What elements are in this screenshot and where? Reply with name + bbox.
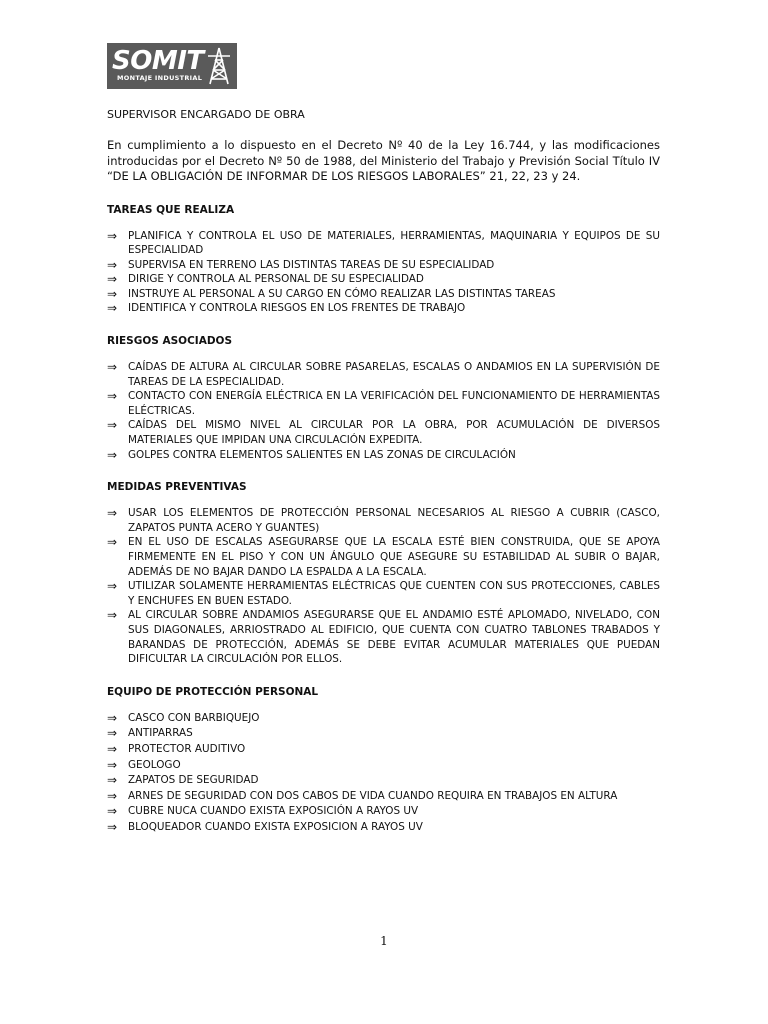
list-item [107,389,660,418]
list-item-text: IDENTIFICA Y CONTROLA RIESGOS EN LOS FRENTES DE TRABAJO [128,302,466,315]
document-title: SUPERVISOR ENCARGADO DE OBRA [107,108,305,121]
riesgos-list [107,360,660,462]
list-item [107,506,660,535]
list-item [107,789,660,805]
arrow-right-icon: ⇒ [107,741,118,756]
list-item-text: ZAPATOS DE SEGURIDAD [128,774,259,787]
arrow-right-icon: ⇒ [107,757,118,772]
list-item [107,229,660,258]
list-item-text: INSTRUYE AL PERSONAL A SU CARGO EN CÓMO REALIZAR LAS DISTINTAS TAREAS [128,287,556,300]
list-item [107,535,660,579]
arrow-right-icon: ⇒ [107,788,118,803]
tareas-list [107,229,660,317]
list-item-text: PROTECTOR AUDITIVO [128,742,246,755]
section-heading: MEDIDAS PREVENTIVAS [107,481,247,494]
arrow-right-icon: ⇒ [107,272,118,287]
list-item-text: EN EL USO DE ESCALAS ASEGURARSE QUE LA ESCALA ESTÉ BIEN CONSTRUIDA, QUE SE APOYA FIRMEMENTE EN EL PISO Y CON UN ÁNGULO QUE ASEGURE SU ESTABILIDAD AL SUBIR O BAJAR, ADEMÁS DE NO BAJAR DANDO LA ESPALDA A LA ESCALA. [128,536,660,578]
list-item-text: USAR LOS ELEMENTOS DE PROTECCIÓN PERSONAL NECESARIOS AL RIESGO A CUBRIR (CASCO, ZAPATOS PUNTA ACERO Y GUANTES) [128,507,660,534]
list-item-text: CAÍDAS DEL MISMO NIVEL AL CIRCULAR POR LA OBRA, POR ACUMULACIÓN DE DIVERSOS MATERIALES QUE IMPIDAN UNA CIRCULACIÓN EXPEDITA. [128,419,660,447]
list-item-text: GEOLOGO [128,758,181,771]
arrow-right-icon: ⇒ [107,257,118,272]
list-item-text: AL CIRCULAR SOBRE ANDAMIOS ASEGURARSE QUE EL ANDAMIO ESTÉ APLOMADO, NIVELADO, CON SUS DIAGONALES, ARRIOSTRADO AL EDIFICIO, QUE CUENTA CON CUATRO TABLONES TRABADOS Y BARANDAS DE PROTECCIÓN, ADEMÁS SE DEBE EVITAR ACUMULAR MATERIALES QUE PUEDAN DIFICULTAR LA CIRCULACIÓN POR ELLOS. [128,609,660,666]
arrow-right-icon: ⇒ [107,819,118,834]
list-item [107,579,660,608]
list-item [107,804,660,820]
list-item [107,258,660,273]
arrow-right-icon: ⇒ [107,228,118,243]
arrow-right-icon: ⇒ [107,726,118,741]
list-item [107,758,660,774]
epp-list [107,711,660,836]
arrow-right-icon: ⇒ [107,301,118,316]
company-logo [107,43,237,89]
medidas-list [107,506,660,667]
section-heading: TAREAS QUE REALIZA [107,203,235,216]
section-epp [107,685,660,836]
list-item-text: PLANIFICA Y CONTROLA EL USO DE MATERIALES, HERRAMIENTAS, MAQUINARIA Y EQUIPOS DE SU ESPECIALIDAD [128,229,660,257]
arrow-right-icon: ⇒ [107,389,118,404]
list-item [107,272,660,287]
section-heading: RIESGOS ASOCIADOS [107,335,233,348]
arrow-right-icon: ⇒ [107,535,118,550]
arrow-right-icon: ⇒ [107,579,118,594]
arrow-right-icon: ⇒ [107,506,118,521]
list-item [107,360,660,389]
list-item-text: CASCO CON BARBIQUEJO [128,711,260,724]
section-heading: EQUIPO DE PROTECCIÓN PERSONAL [107,685,319,698]
list-item-text: CONTACTO CON ENERGÍA ELÉCTRICA EN LA VERIFICACIÓN DEL FUNCIONAMIENTO DE HERRAMIENTAS ELÉCTRICAS. [128,390,660,417]
arrow-right-icon: ⇒ [107,447,118,462]
list-item-text: CUBRE NUCA CUANDO EXISTA EXPOSICIÓN A RAYOS UV [128,805,419,818]
list-item-text: ARNES DE SEGURIDAD CON DOS CABOS DE VIDA CUANDO REQUIRA EN TRABAJOS EN ALTURA [128,789,618,802]
page-number: 1 [380,934,388,948]
section-tareas [107,203,660,317]
list-item-text: GOLPES CONTRA ELEMENTOS SALIENTES EN LAS ZONAS DE CIRCULACIÓN [128,448,516,461]
list-item [107,287,660,302]
arrow-right-icon: ⇒ [107,360,118,375]
list-item [107,448,660,463]
list-item [107,742,660,758]
arrow-right-icon: ⇒ [107,710,118,725]
list-item-text: CAÍDAS DE ALTURA AL CIRCULAR SOBRE PASARELAS, ESCALAS O ANDAMIOS EN LA SUPERVISIÓN DE TAREAS DE LA ESPECIALIDAD. [128,361,660,388]
list-item-text: UTILIZAR SOLAMENTE HERRAMIENTAS ELÉCTRICAS QUE CUENTEN CON SUS PROTECCIONES, CABLES Y ENCHUFES EN BUEN ESTADO. [128,580,660,607]
list-item [107,608,660,666]
arrow-right-icon: ⇒ [107,804,118,819]
arrow-right-icon: ⇒ [107,286,118,301]
intro-paragraph: En cumplimiento a lo dispuesto en el Decreto Nº 40 de la Ley 16.744, y las modificaciones introducidas por el Decreto Nº 50 de 1988, del Ministerio del Trabajo y Previsión Social Título IV “DE LA OBLIGACIÓN DE INFORMAR DE LOS RIESGOS LABORALES” 21, 22, 23 y 24. [107,138,660,183]
section-riesgos [107,334,660,462]
list-item-text: SUPERVISA EN TERRENO LAS DISTINTAS TAREAS DE SU ESPECIALIDAD [128,258,495,271]
list-item [107,726,660,742]
list-item-text: BLOQUEADOR CUANDO EXISTA EXPOSICION A RAYOS UV [128,820,423,833]
arrow-right-icon: ⇒ [107,418,118,433]
document-page [107,43,660,836]
tower-icon [206,46,232,86]
logo-wordmark: SOMIT [112,46,204,76]
list-item [107,711,660,727]
list-item-text: DIRIGE Y CONTROLA AL PERSONAL DE SU ESPECIALIDAD [128,273,424,286]
arrow-right-icon: ⇒ [107,773,118,788]
list-item [107,301,660,316]
logo-subtitle: MONTAJE INDUSTRIAL [117,74,203,82]
list-item [107,820,660,836]
list-item-text: ANTIPARRAS [128,727,193,740]
list-item [107,773,660,789]
section-medidas [107,480,660,667]
list-item [107,418,660,447]
arrow-right-icon: ⇒ [107,608,118,623]
